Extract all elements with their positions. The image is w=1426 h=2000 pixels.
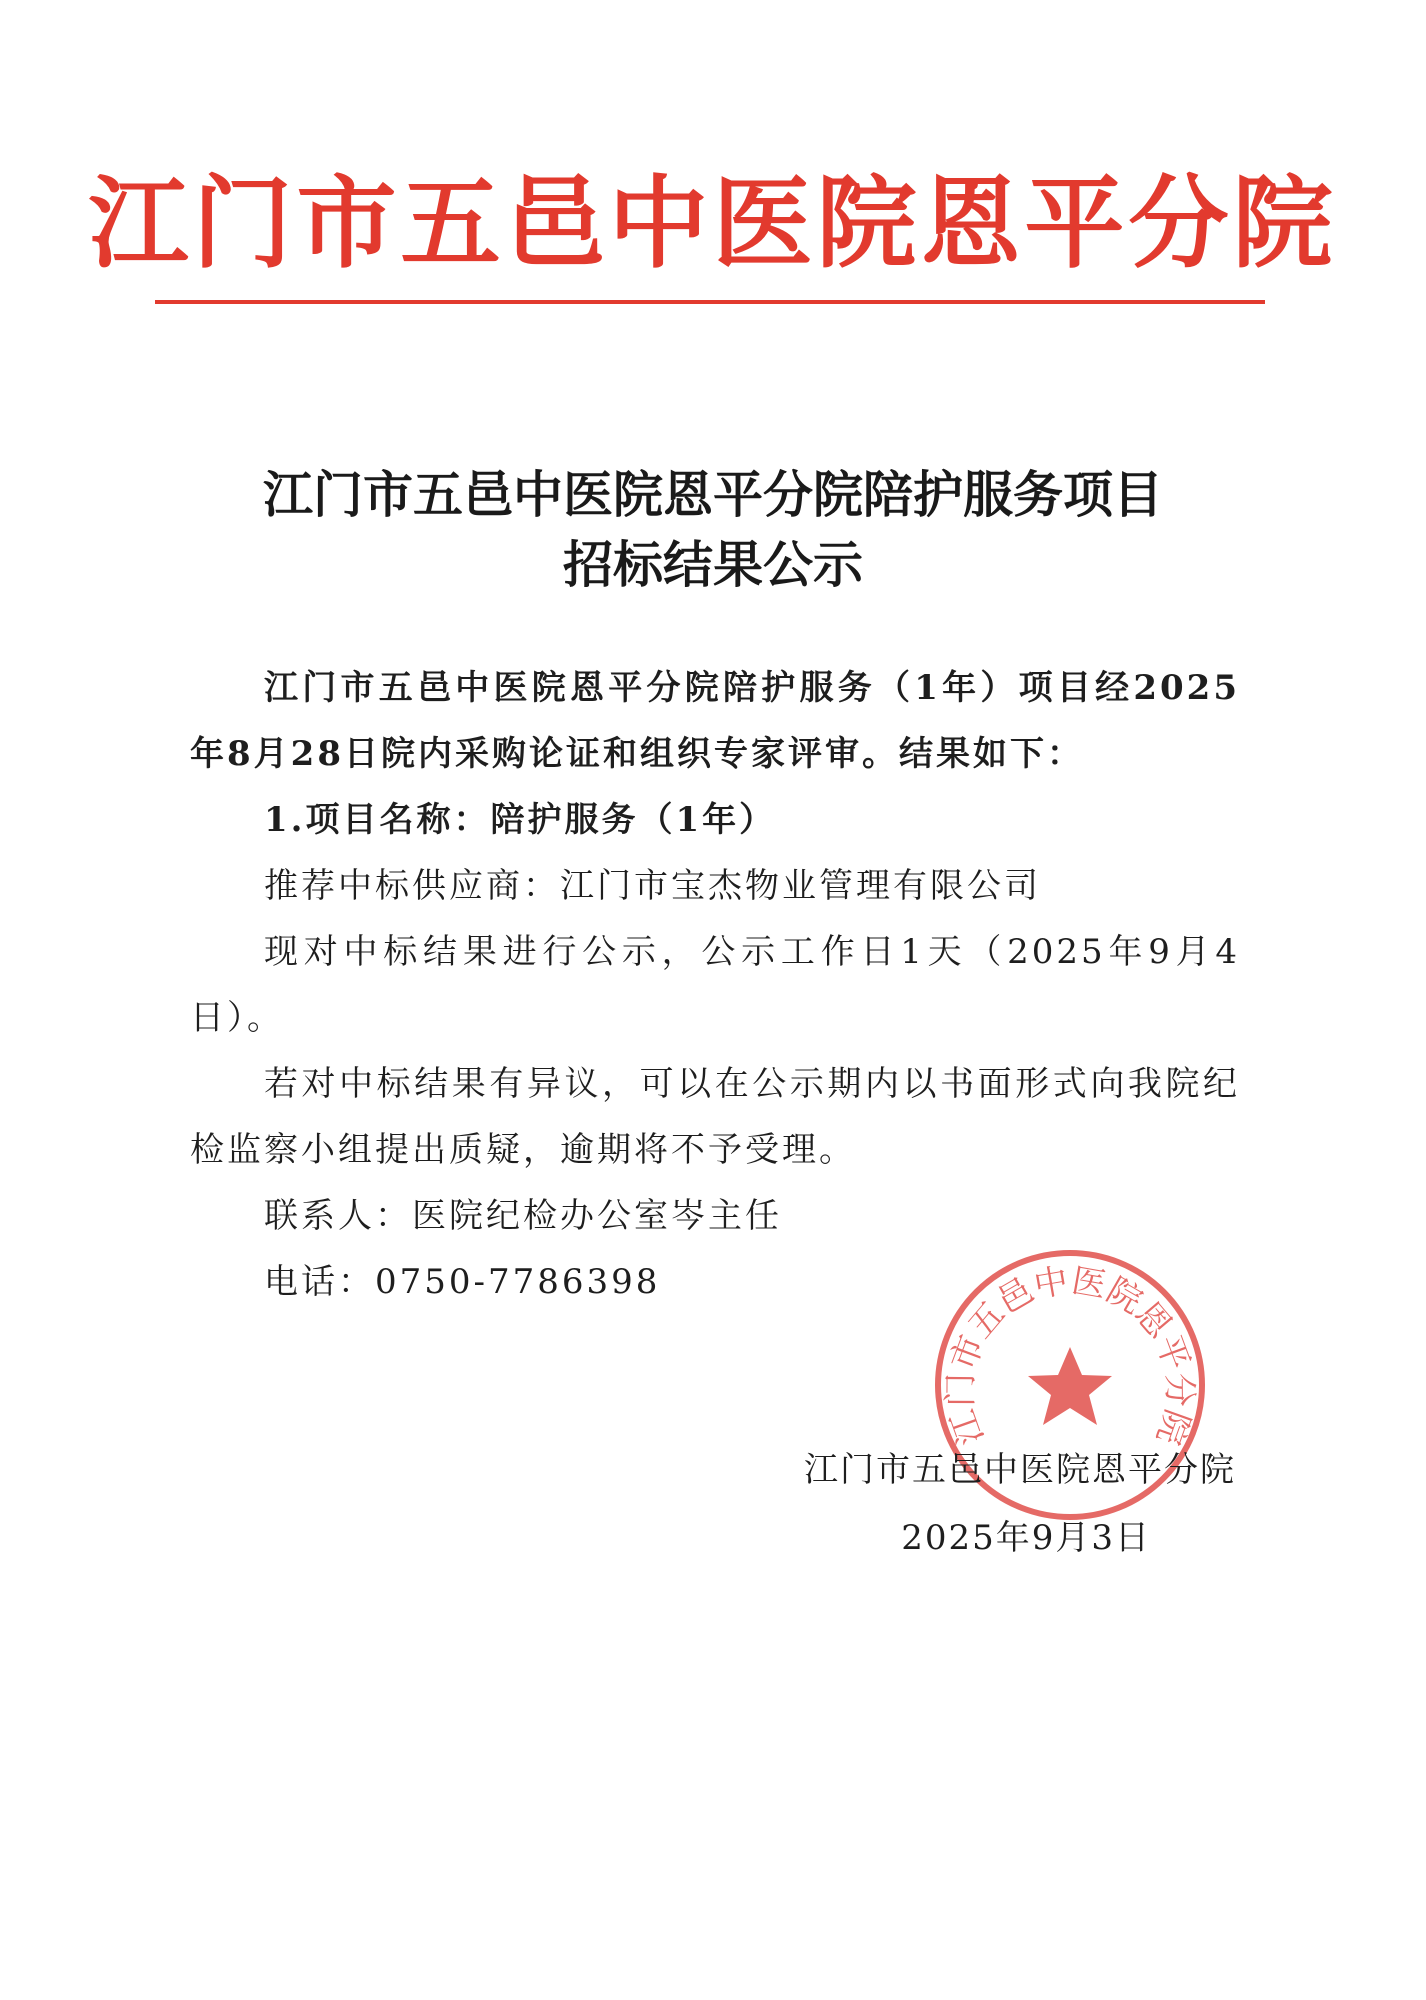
letterhead-divider (155, 300, 1265, 304)
contact-phone: 电话：0750-7786398 (264, 1262, 661, 1302)
document-title-line-2: 招标结果公示 (563, 535, 863, 594)
recommended-supplier: 推荐中标供应商：江门市宝杰物业管理有限公司 (264, 866, 1041, 906)
objection-paragraph: 若对中标结果有异议，可以在公示期内以书面形式向我院纪检监察小组提出质疑，逾期将不予受理。 (190, 1064, 1240, 1170)
notice-paragraph: 现对中标结果进行公示，公示工作日1天（2025年9月4日）。 (190, 932, 1240, 1038)
document-title-line-1: 江门市五邑中医院恩平分院陪护服务项目 (263, 465, 1163, 524)
intro-paragraph: 江门市五邑中医院恩平分院陪护服务（1年）项目经2025年8月28日院内采购论证和组织专家评审。结果如下： (190, 668, 1240, 774)
signature-organization: 江门市五邑中医院恩平分院 (804, 1450, 1236, 1490)
seal-text: 江门市五邑中医院恩平分院 (940, 1260, 1200, 1450)
project-name-item: 1.项目名称：陪护服务（1年） (264, 800, 777, 840)
letterhead-org-name: 江门市五邑中医院恩平分院 (88, 165, 1337, 282)
contact-person: 联系人：医院纪检办公室岑主任 (264, 1196, 782, 1236)
star-icon (1028, 1347, 1112, 1425)
signature-date: 2025年9月3日 (901, 1518, 1151, 1558)
